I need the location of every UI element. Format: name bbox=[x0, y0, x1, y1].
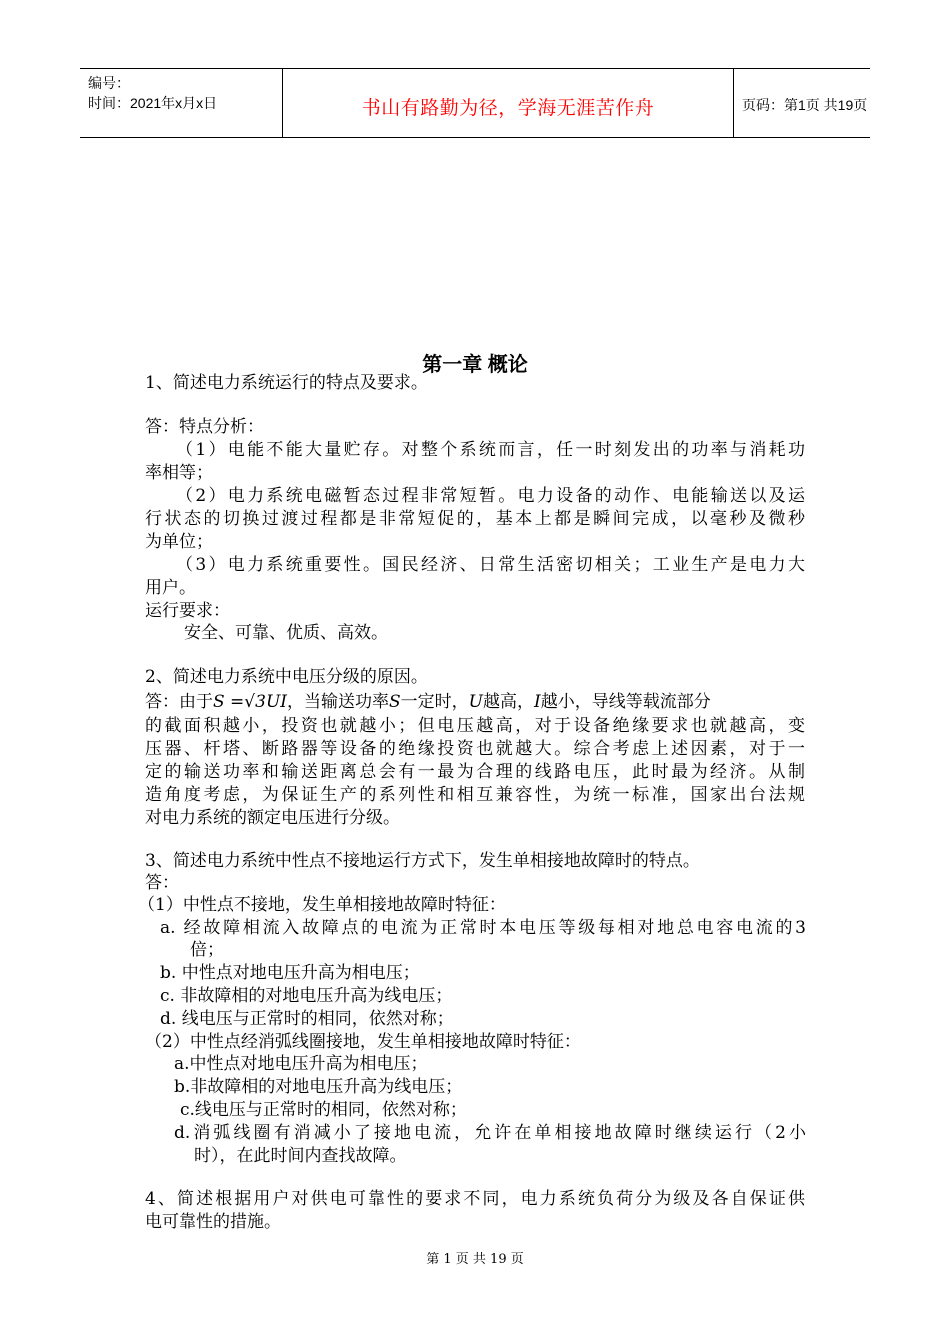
answer-1-point-2-cont: 行状态的切换过渡过程都是非常短促的，基本上都是瞬间完成，以毫秒及微秒 bbox=[145, 509, 805, 529]
answer-1-point-2-cont2: 为单位； bbox=[145, 532, 213, 552]
question-3: 3、简述电力系统中性点不接地运行方式下，发生单相接地故障时的特点。 bbox=[145, 851, 700, 871]
answer-2-line-3: 压器、杆塔、断路器等设备的绝缘投资也就越大。综合考虑上述因素，对于一 bbox=[145, 739, 805, 759]
question-4: 4、简述根据用户对供电可靠性的要求不同，电力系统负荷分为级及各自保证供 bbox=[145, 1189, 805, 1209]
answer-2-text-3: 越高， bbox=[482, 692, 534, 712]
answer-3-case-2-b: b.非故障相的对地电压升高为线电压； bbox=[174, 1077, 463, 1097]
answer-1-point-3-cont: 用户。 bbox=[145, 578, 196, 598]
header-meta-cell bbox=[80, 69, 283, 137]
answer-3-case-2-a: a.中性点对地电压升高为相电压； bbox=[174, 1054, 428, 1074]
var-i: I bbox=[533, 692, 541, 712]
answer-3-case-1-a: a. 经故障相流入故障点的电流为正常时本电压等级每相对地总电容电流的3 bbox=[160, 918, 806, 938]
answer-1-point-1: （1）电能不能大量贮存。对整个系统而言，任一时刻发出的功率与消耗功 bbox=[176, 440, 805, 460]
answer-2-text-2: 一定时， bbox=[400, 692, 469, 712]
question-2: 2、简述电力系统中电压分级的原因。 bbox=[145, 667, 428, 687]
answer-2-line-6: 对电力系统的额定电压进行分级。 bbox=[145, 808, 400, 828]
answer-1-point-1-cont: 率相等； bbox=[145, 463, 213, 483]
chapter-title: 第一章 概论 bbox=[422, 354, 528, 376]
answer-3-case-1-b: b. 中性点对地电压升高为相电压； bbox=[160, 963, 420, 983]
answer-1-label: 答：特点分析： bbox=[145, 417, 264, 437]
header-page-cell bbox=[734, 69, 870, 137]
answer-2-text-1: ，当输送功率 bbox=[287, 692, 389, 712]
answer-3-case-2-d: d.消弧线圈有消减小了接地电流，允许在单相接地故障时继续运行（2小 bbox=[174, 1123, 806, 1143]
requirements-label: 运行要求： bbox=[145, 601, 230, 621]
answer-2-prefix: 答：由于 bbox=[145, 692, 213, 712]
number-label: 编号： bbox=[88, 75, 130, 91]
answer-3-case-1: （1）中性点不接地，发生单相接地故障时特征： bbox=[138, 895, 506, 915]
answer-1-point-2: （2）电力系统电磁暂态过程非常短暂。电力设备的动作、电能输送以及运 bbox=[176, 486, 805, 506]
time-label: 时间：2021年x月x日 bbox=[88, 95, 218, 111]
question-1: 1、简述电力系统运行的特点及要求。 bbox=[145, 373, 428, 393]
document-header bbox=[80, 68, 870, 138]
motto: 书山有路勤为径，学海无涯苦作舟 bbox=[361, 98, 655, 119]
answer-2-line-4: 定的输送功率和输送距离总会有一最为合理的线路电压，此时最为经济。从制 bbox=[145, 762, 805, 782]
requirements-list: 安全、可靠、优质、高效。 bbox=[184, 623, 388, 643]
answer-3-case-1-a-cont: 倍； bbox=[190, 940, 224, 960]
answer-2-line-5: 造角度考虑，为保证生产的系列性和相互兼容性，为统一标准，国家出台法规 bbox=[145, 785, 805, 805]
answer-3-case-1-d: d. 线电压与正常时的相同，依然对称； bbox=[160, 1009, 454, 1029]
answer-3-case-2-d-cont: 时），在此时间内查找故障。 bbox=[194, 1146, 407, 1166]
answer-3-case-1-c: c. 非故障相的对地电压升高为线电压； bbox=[160, 986, 453, 1006]
var-u: U bbox=[468, 692, 483, 712]
answer-3-case-2-c: c.线电压与正常时的相同，依然对称； bbox=[180, 1100, 467, 1120]
answer-3-case-2: （2）中性点经消弧线圈接地，发生单相接地故障时特征： bbox=[145, 1032, 581, 1052]
power-formula: S =√3UI bbox=[213, 692, 287, 712]
answer-2-text-4: 越小，导线等载流部分 bbox=[540, 692, 711, 712]
answer-3-label: 答： bbox=[145, 873, 179, 893]
answer-2-line-2: 的截面积越小，投资也就越小；但电压越高，对于设备绝缘要求也就越高，变 bbox=[145, 716, 805, 736]
answer-2-first-line bbox=[145, 691, 711, 713]
page-info: 页码：第1页 共19页 bbox=[742, 97, 868, 113]
header-motto-cell bbox=[283, 69, 734, 137]
answer-1-point-3: （3）电力系统重要性。国民经济、日常生活密切相关；工业生产是电力大 bbox=[176, 555, 805, 575]
page-footer: 第 1 页 共 19 页 bbox=[426, 1252, 524, 1267]
var-s: S bbox=[389, 692, 401, 712]
question-4-cont: 电可靠性的措施。 bbox=[145, 1212, 281, 1232]
